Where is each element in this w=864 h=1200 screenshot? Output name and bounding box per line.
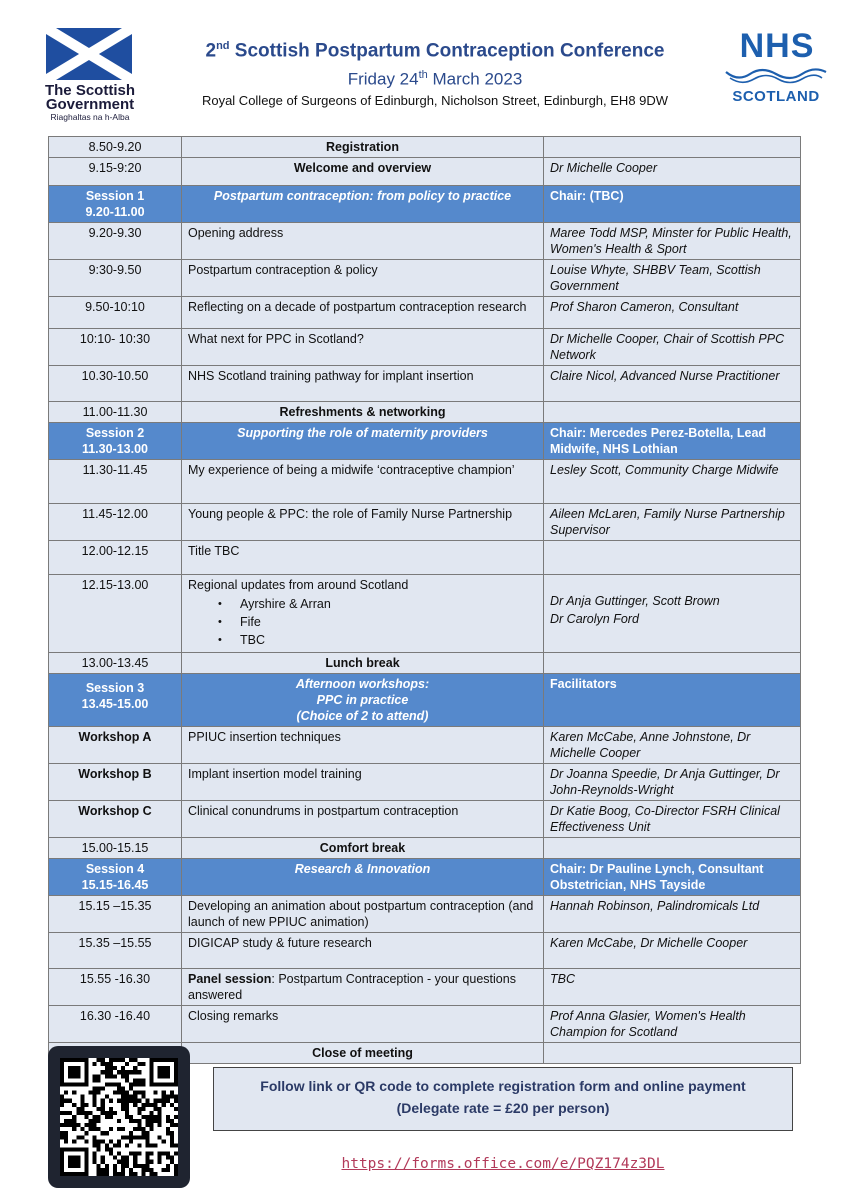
qr-code-frame[interactable] xyxy=(48,1046,190,1188)
agenda-speaker: Lesley Scott, Community Charge Midwife xyxy=(544,460,801,504)
agenda-row xyxy=(49,223,801,260)
agenda-title: Panel session: Postpartum Contraception - your questions answered xyxy=(182,969,544,1006)
session-chair: Facilitators xyxy=(544,674,801,727)
agenda-speaker: Dr Michelle Cooper xyxy=(544,158,801,186)
agenda-speaker: TBC xyxy=(544,969,801,1006)
agenda-speaker: Dr Joanna Speedie, Dr Anja Guttinger, Dr John-Reynolds-Wright xyxy=(544,764,801,801)
nhs-waves-icon xyxy=(724,66,828,88)
agenda-row-session-3 xyxy=(49,674,801,727)
qr-code-icon xyxy=(60,1058,178,1176)
agenda-speaker: Maree Todd MSP, Minster for Public Health, Women's Health & Sport xyxy=(544,223,801,260)
registration-instruction: Follow link or QR code to complete registration form and online payment xyxy=(260,1078,746,1094)
agenda-title: Refreshments & networking xyxy=(182,402,544,423)
agenda-title xyxy=(182,575,544,653)
agenda-speaker xyxy=(544,838,801,859)
agenda-time: 13.00-13.45 xyxy=(49,653,182,674)
agenda-title: Reflecting on a decade of postpartum contraception research xyxy=(182,297,544,329)
agenda-time: 9.20-9.30 xyxy=(49,223,182,260)
agenda-title: Opening address xyxy=(182,223,544,260)
agenda-time: 9.50-10:10 xyxy=(49,297,182,329)
agenda-title: Closing remarks xyxy=(182,1006,544,1043)
speaker-line: Dr Anja Guttinger, Scott Brown xyxy=(550,594,720,608)
agenda-speaker xyxy=(544,1043,801,1064)
agenda-time: 8.50-9.20 xyxy=(49,137,182,158)
list-item: • Fife xyxy=(218,613,537,631)
list-item: • TBC xyxy=(218,631,537,649)
agenda-speaker: Karen McCabe, Anne Johnstone, Dr Michelle Cooper xyxy=(544,727,801,764)
agenda-row xyxy=(49,297,801,329)
agenda-row xyxy=(49,541,801,575)
agenda-row xyxy=(49,460,801,504)
agenda-title: Welcome and overview xyxy=(182,158,544,186)
nhs-scotland-logo xyxy=(720,26,830,110)
agenda-row-lunch xyxy=(49,653,801,674)
conference-title: 2nd Scottish Postpartum Contraception Conference xyxy=(205,40,665,62)
session-label: Session 3 13.45-15.00 xyxy=(49,674,182,727)
qr-code[interactable] xyxy=(60,1058,178,1176)
agenda-speaker: Aileen McLaren, Family Nurse Partnership Supervisor xyxy=(544,504,801,541)
speaker-line: Dr Carolyn Ford xyxy=(550,612,639,626)
agenda-time: 9:30-9.50 xyxy=(49,260,182,297)
agenda-speaker: Hannah Robinson, Palindromicals Ltd xyxy=(544,896,801,933)
registration-link[interactable]: https://forms.office.com/e/PQZ174z3DL xyxy=(341,1156,665,1172)
nhs-logo-text: NHS xyxy=(739,27,815,65)
agenda-table xyxy=(48,136,801,1064)
agenda-title: Registration xyxy=(182,137,544,158)
scottish-government-logo xyxy=(40,28,140,120)
agenda-title: PPIUC insertion techniques xyxy=(182,727,544,764)
agenda-row-session-4 xyxy=(49,859,801,896)
agenda-title: DIGICAP study & future research xyxy=(182,933,544,969)
regional-title: Regional updates from around Scotland xyxy=(188,578,409,592)
agenda-row xyxy=(49,1006,801,1043)
agenda-time: 15.35 –15.55 xyxy=(49,933,182,969)
agenda-time: 11.30-11.45 xyxy=(49,460,182,504)
agenda-row xyxy=(49,504,801,541)
agenda-row xyxy=(49,260,801,297)
agenda-title: Young people & PPC: the role of Family Nurse Partnership xyxy=(182,504,544,541)
agenda-row-welcome xyxy=(49,158,801,186)
agenda-time: 10:10- 10:30 xyxy=(49,329,182,366)
agenda-time: 10.30-10.50 xyxy=(49,366,182,402)
agenda-speaker xyxy=(544,137,801,158)
agenda-time: 16.30 -16.40 xyxy=(49,1006,182,1043)
agenda-speaker xyxy=(544,653,801,674)
agenda-title: What next for PPC in Scotland? xyxy=(182,329,544,366)
agenda-title: Lunch break xyxy=(182,653,544,674)
regional-list xyxy=(218,595,537,649)
session-title: Afternoon workshops: PPC in practice (Choice of 2 to attend) xyxy=(182,674,544,727)
conference-date: Friday 24th March 2023 xyxy=(347,69,523,89)
agenda-row-comfort-break xyxy=(49,838,801,859)
agenda-title: Title TBC xyxy=(182,541,544,575)
agenda-title: Postpartum contraception & policy xyxy=(182,260,544,297)
agenda-speaker: Louise Whyte, SHBBV Team, Scottish Government xyxy=(544,260,801,297)
agenda-time: 15.15 –15.35 xyxy=(49,896,182,933)
agenda-speaker xyxy=(544,575,801,653)
session-title: Supporting the role of maternity providers xyxy=(182,423,544,460)
session-chair: Chair: Mercedes Perez-Botella, Lead Midwife, NHS Lothian xyxy=(544,423,801,460)
session-label: Session 1 9.20-11.00 xyxy=(49,186,182,223)
agenda-row-session-1 xyxy=(49,186,801,223)
conference-title-block xyxy=(150,34,720,110)
agenda-speaker xyxy=(544,402,801,423)
agenda-time: 12.15-13.00 xyxy=(49,575,182,653)
agenda-time: 9.15-9:20 xyxy=(49,158,182,186)
agenda-row-refreshments xyxy=(49,402,801,423)
agenda-speaker: Dr Katie Boog, Co-Director FSRH Clinical Effectiveness Unit xyxy=(544,801,801,838)
agenda-row xyxy=(49,896,801,933)
session-title: Postpartum contraception: from policy to practice xyxy=(182,186,544,223)
agenda-time: 12.00-12.15 xyxy=(49,541,182,575)
agenda-speaker: Karen McCabe, Dr Michelle Cooper xyxy=(544,933,801,969)
saltire-flag-icon xyxy=(46,28,132,80)
agenda-row-workshop-b xyxy=(49,764,801,801)
scottish-government-gaelic: Riaghaltas na h-Alba xyxy=(50,112,130,122)
agenda-row-regional xyxy=(49,575,801,653)
agenda-row xyxy=(49,366,801,402)
nhs-logo-subtext: SCOTLAND xyxy=(732,88,820,105)
conference-venue: Royal College of Surgeons of Edinburgh, Nicholson Street, Edinburgh, EH8 9DW xyxy=(201,92,669,108)
agenda-title: My experience of being a midwife ‘contraceptive champion’ xyxy=(182,460,544,504)
agenda-title: Developing an animation about postpartum contraception (and launch of new PPIUC animation) xyxy=(182,896,544,933)
agenda-row-workshop-a xyxy=(49,727,801,764)
agenda-row-panel xyxy=(49,969,801,1006)
agenda-title: Comfort break xyxy=(182,838,544,859)
session-chair: Chair: (TBC) xyxy=(544,186,801,223)
agenda-speaker: Prof Anna Glasier, Women's Health Champion for Scotland xyxy=(544,1006,801,1043)
agenda-row-session-2 xyxy=(49,423,801,460)
agenda-title: Clinical conundrums in postpartum contraception xyxy=(182,801,544,838)
agenda-time: Workshop C xyxy=(49,801,182,838)
session-label: Session 2 11.30-13.00 xyxy=(49,423,182,460)
agenda-speaker: Prof Sharon Cameron, Consultant xyxy=(544,297,801,329)
agenda-row-workshop-c xyxy=(49,801,801,838)
agenda-time: Workshop A xyxy=(49,727,182,764)
agenda-title: Close of meeting xyxy=(182,1043,544,1064)
session-chair: Chair: Dr Pauline Lynch, Consultant Obstetrician, NHS Tayside xyxy=(544,859,801,896)
agenda-row-registration xyxy=(49,137,801,158)
agenda-time: 11.00-11.30 xyxy=(49,402,182,423)
agenda-title: Implant insertion model training xyxy=(182,764,544,801)
page-header xyxy=(0,0,864,132)
session-label: Session 4 15.15-16.45 xyxy=(49,859,182,896)
agenda-time: Workshop B xyxy=(49,764,182,801)
registration-box xyxy=(213,1067,793,1131)
agenda-speaker: Dr Michelle Cooper, Chair of Scottish PPC Network xyxy=(544,329,801,366)
agenda-time: 15.00-15.15 xyxy=(49,838,182,859)
list-item: • Ayrshire & Arran xyxy=(218,595,537,613)
session-title: Research & Innovation xyxy=(182,859,544,896)
agenda-time: 11.45-12.00 xyxy=(49,504,182,541)
agenda-row xyxy=(49,329,801,366)
agenda-row xyxy=(49,933,801,969)
scottish-government-name: The Scottish Government xyxy=(44,82,135,113)
agenda-time: 15.55 -16.30 xyxy=(49,969,182,1006)
delegate-rate: (Delegate rate = £20 per person) xyxy=(396,1100,610,1116)
agenda-speaker: Claire Nicol, Advanced Nurse Practitioner xyxy=(544,366,801,402)
agenda-speaker xyxy=(544,541,801,575)
agenda-title: NHS Scotland training pathway for implant insertion xyxy=(182,366,544,402)
